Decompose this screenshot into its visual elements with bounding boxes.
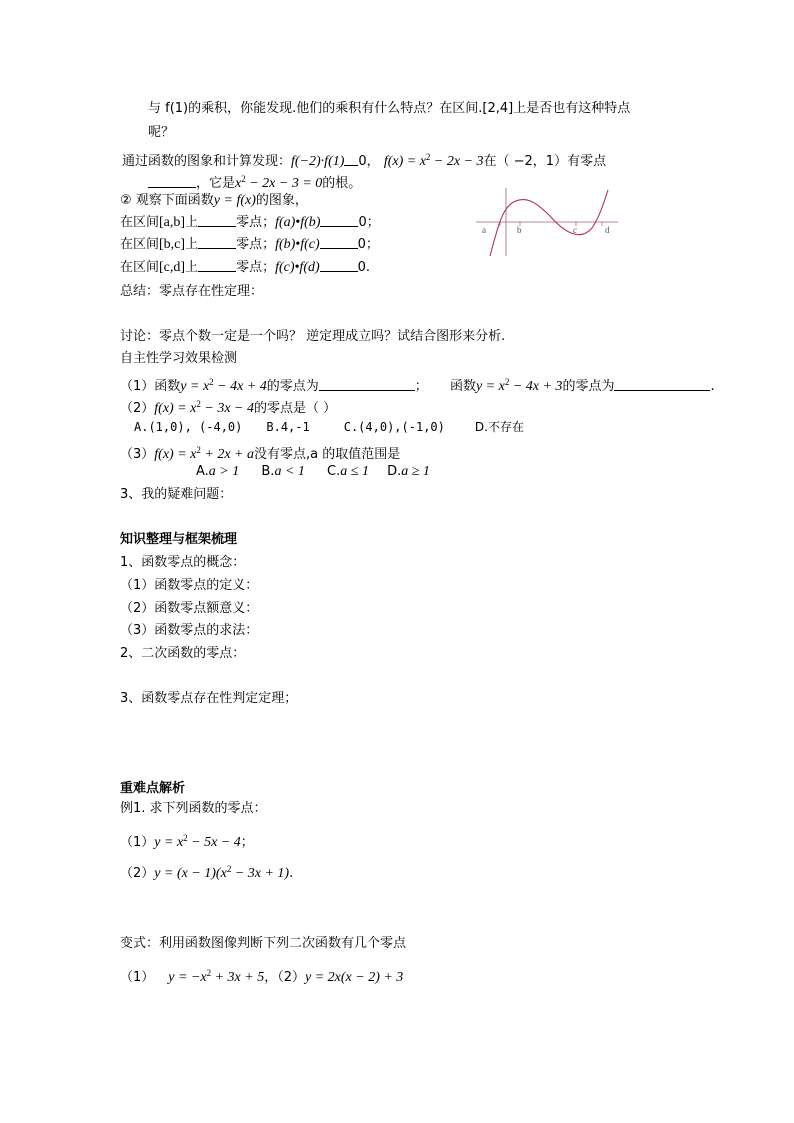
selfcheck-q2: $(2)f(x) = x^2 - 3x - 4$的零点是（ ） bbox=[120, 399, 337, 416]
example-2: $(2)y = (x - 1)(x^2 - 3x + 1)$. bbox=[120, 864, 294, 881]
option-a: A.(1,0), (-4,0) bbox=[134, 420, 243, 434]
selfcheck-q3: $(3)f(x) = x^2 + 2x + a$没有零点,a 的取值范围是 bbox=[120, 445, 401, 462]
graph-label-d: d bbox=[605, 225, 610, 235]
observe-title: ② 观察下面函数y = f(x)的图象， bbox=[120, 193, 308, 208]
example-title: 例1. 求下列函数的零点： bbox=[120, 801, 267, 816]
selfcheck-q2-options bbox=[134, 418, 524, 436]
intro-line-3: 通过函数的图象和计算发现：f(−2)·f(1) 0， $f(x) = x^2 - 2x - 3$在（ −2，1）有零点 bbox=[122, 152, 607, 169]
selfcheck-q1: （1）函数$y = x^2 - 4x + 4$的零点为 ； 函数$y = x^2 - 4x + 3$的零点为 . bbox=[120, 377, 715, 394]
graph-label-a: a bbox=[482, 225, 486, 235]
variant-title: 变式：利用函数图像判断下列二次函数有几个零点 bbox=[120, 936, 407, 951]
intro-line-2: 呢？ bbox=[148, 125, 175, 140]
function-curve bbox=[490, 190, 608, 256]
observe-row-2: 在区间[b,c]上 零点；f(b)•f(c) 0； bbox=[120, 237, 379, 252]
option-c: C.(4,0),(-1,0) bbox=[343, 420, 445, 434]
knowledge-title: 知识整理与框架梳理 bbox=[120, 532, 238, 547]
knowledge-item-4: （3）函数零点的求法： bbox=[120, 623, 259, 638]
knowledge-item-5: 2、二次函数的零点： bbox=[120, 646, 246, 661]
selfcheck-title: 自主性学习效果检测 bbox=[120, 351, 238, 366]
variant-items: （1） $y = -x^2 + 3x + 5$，（2）y = 2x(x − 2) + 3 bbox=[120, 968, 404, 985]
observe-row-3: 在区间[c,d]上 零点；f(c)•f(d) 0. bbox=[120, 260, 371, 275]
example-1: $(1)y = x^2 - 5x - 4$； bbox=[120, 833, 254, 850]
knowledge-item-2: （1）函数零点的定义： bbox=[120, 578, 259, 593]
knowledge-item-1: 1、函数零点的概念： bbox=[120, 555, 246, 570]
intro-line-1: 与 f(1)的乘积，你能发现.他们的乘积有什么特点？在区间.[2,4]上是否也有这种特点 bbox=[148, 101, 631, 116]
option-b: B.4,-1 bbox=[266, 420, 310, 434]
option-d: D.不存在 bbox=[474, 420, 524, 434]
intro-line-4: ，它是$x^2 - 2x - 3 = 0$的根。 bbox=[148, 170, 361, 193]
key-title: 重难点解析 bbox=[120, 781, 186, 796]
selfcheck-q3-options: A.a > 1 B.a < 1 C.a ≤ 1 D.a ≥ 1 bbox=[196, 464, 430, 479]
graph-label-b: b bbox=[517, 225, 522, 235]
selfcheck-q4: 3、我的疑难问题： bbox=[120, 487, 233, 502]
summary-line: 总结：零点存在性定理： bbox=[120, 284, 264, 299]
discussion-line: 讨论：零点个数一定是一个吗？ 逆定理成立吗？试结合图形来分析. bbox=[120, 329, 506, 344]
graph-label-c: c bbox=[573, 225, 577, 235]
function-graph bbox=[472, 186, 622, 258]
knowledge-item-6: 3、函数零点存在性判定定理； bbox=[120, 691, 298, 706]
knowledge-item-3: （2）函数零点额意义： bbox=[120, 601, 259, 616]
observe-row-1: 在区间[a,b]上 零点；f(a)•f(b) 0； bbox=[120, 215, 380, 230]
